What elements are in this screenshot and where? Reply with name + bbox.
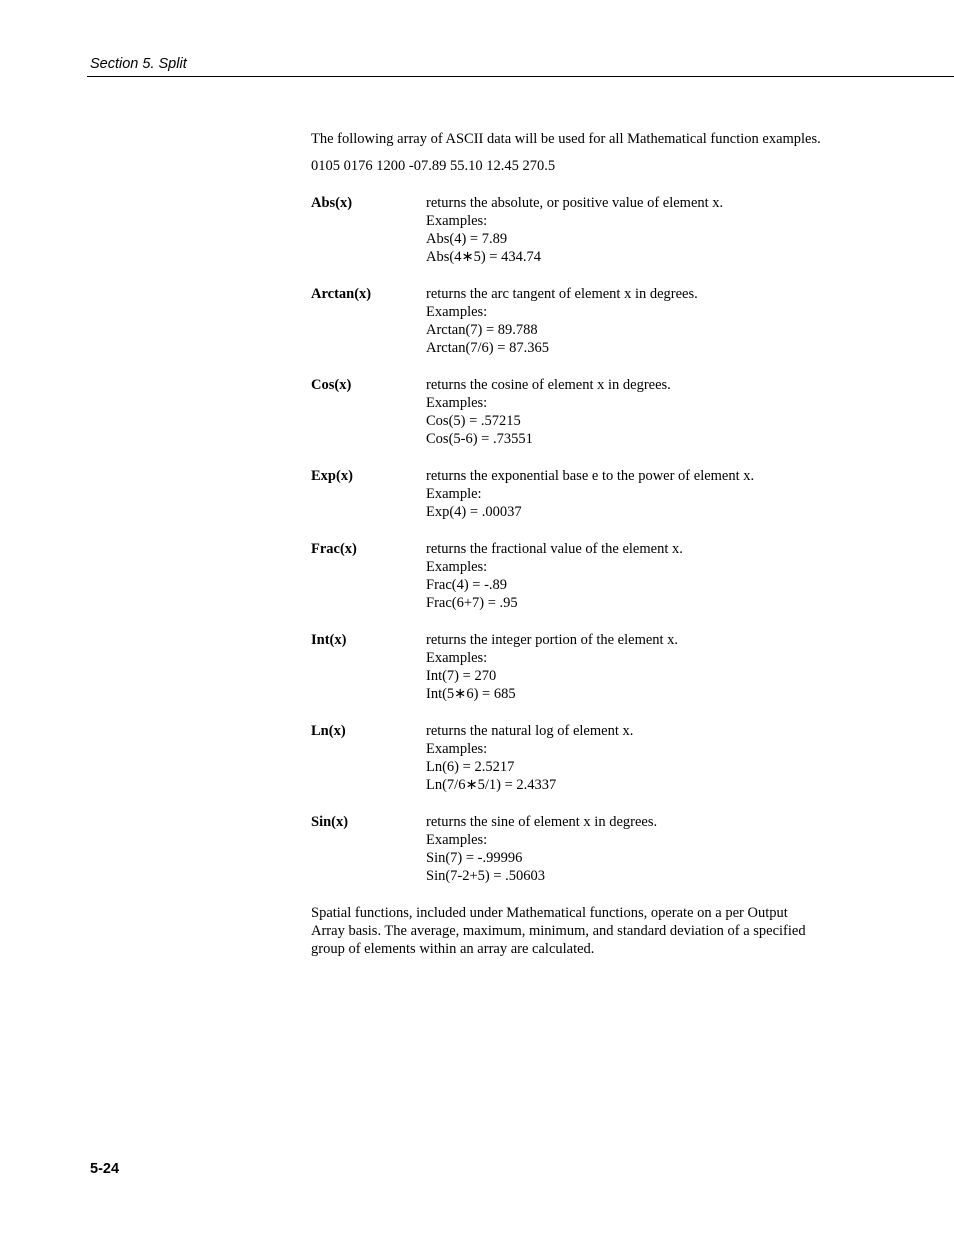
function-name: Sin(x) <box>311 814 349 830</box>
function-description: returns the cosine of element x in degrees. <box>426 377 671 393</box>
function-body <box>426 813 821 885</box>
function-description: returns the exponential base e to the power of element x. <box>426 468 755 484</box>
function-name: Frac(x) <box>311 541 357 557</box>
example-line: Frac(6+7) = .95 <box>426 595 518 611</box>
example-line: Sin(7-2+5) = .50603 <box>426 868 546 884</box>
examples-label: Example: <box>426 486 482 502</box>
examples-label: Examples: <box>426 741 488 757</box>
function-description: returns the arc tangent of element x in degrees. <box>426 286 698 302</box>
ascii-data-array: 0105 0176 1200 -07.89 55.10 12.45 270.5 <box>311 158 556 174</box>
function-description: returns the sine of element x in degrees. <box>426 814 658 830</box>
function-name: Cos(x) <box>311 377 352 393</box>
function-name: Int(x) <box>311 632 347 648</box>
function-body <box>426 631 821 703</box>
page-number: 5-24 <box>90 1161 120 1177</box>
function-sin <box>311 813 821 885</box>
example-line: Arctan(7) = 89.788 <box>426 322 538 338</box>
example-line: Abs(4∗5) = 434.74 <box>426 249 541 265</box>
function-exp <box>311 467 821 521</box>
page-content <box>311 130 821 958</box>
function-description: returns the fractional value of the element x. <box>426 541 683 557</box>
examples-label: Examples: <box>426 304 488 320</box>
function-body <box>426 285 821 357</box>
function-cos <box>311 376 821 448</box>
example-line: Ln(7/6∗5/1) = 2.4337 <box>426 777 557 793</box>
function-description: returns the absolute, or positive value of element x. <box>426 195 724 211</box>
example-line: Ln(6) = 2.5217 <box>426 759 515 775</box>
function-int <box>311 631 821 703</box>
function-frac <box>311 540 821 612</box>
examples-label: Examples: <box>426 832 488 848</box>
closing-paragraph: Spatial functions, included under Mathematical functions, operate on a per Output Array basis. The average, maximum, minimum, and standard deviation of a specified group of elements within an array are calculated. <box>311 905 806 957</box>
intro-paragraph: The following array of ASCII data will be used for all Mathematical function examples. <box>311 131 821 147</box>
examples-label: Examples: <box>426 650 488 666</box>
running-header: Section 5. Split <box>90 56 187 72</box>
function-ln <box>311 722 821 794</box>
example-line: Int(7) = 270 <box>426 668 497 684</box>
function-abs <box>311 194 821 266</box>
examples-label: Examples: <box>426 559 488 575</box>
function-name: Abs(x) <box>311 195 353 211</box>
function-body <box>426 540 821 612</box>
examples-label: Examples: <box>426 213 488 229</box>
function-name: Ln(x) <box>311 723 346 739</box>
function-description: returns the integer portion of the element x. <box>426 632 679 648</box>
example-line: Arctan(7/6) = 87.365 <box>426 340 549 356</box>
function-body <box>426 376 821 448</box>
example-line: Frac(4) = -.89 <box>426 577 508 593</box>
function-name: Exp(x) <box>311 468 353 484</box>
header-rule <box>87 76 954 77</box>
example-line: Cos(5-6) = .73551 <box>426 431 533 447</box>
function-description: returns the natural log of element x. <box>426 723 634 739</box>
function-name: Arctan(x) <box>311 286 372 302</box>
example-line: Int(5∗6) = 685 <box>426 686 516 702</box>
function-arctan <box>311 285 821 357</box>
example-line: Exp(4) = .00037 <box>426 504 522 520</box>
examples-label: Examples: <box>426 395 488 411</box>
example-line: Cos(5) = .57215 <box>426 413 521 429</box>
function-body <box>426 194 821 266</box>
function-body <box>426 467 821 521</box>
example-line: Sin(7) = -.99996 <box>426 850 523 866</box>
function-body <box>426 722 821 794</box>
example-line: Abs(4) = 7.89 <box>426 231 508 247</box>
